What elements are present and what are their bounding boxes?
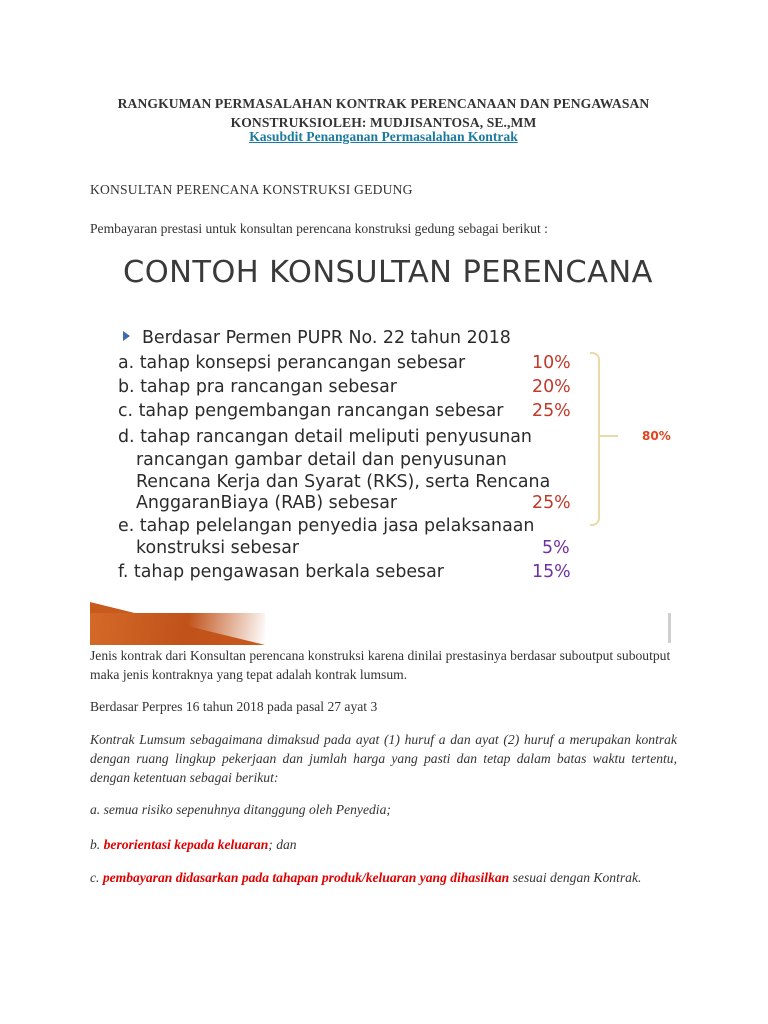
section-heading: KONSULTAN PERENCANA KONSTRUKSI GEDUNG: [90, 182, 413, 197]
intro-paragraph: Pembayaran prestasi untuk konsultan perencana konstruksi gedung sebagai berikut :: [90, 221, 548, 236]
slide-pct-d: 25%: [532, 493, 571, 513]
document-title: [90, 94, 677, 132]
slide-item-e-line-2: konstruksi sebesar: [136, 538, 300, 558]
slide-item-d-line-1: d. tahap rancangan detail meliputi penyusunan: [118, 427, 532, 447]
slide-item-d-line-2: rancangan gambar detail dan penyusunan: [136, 450, 507, 470]
paragraph-perpres: Berdasar Perpres 16 tahun 2018 pada pasal 27 ayat 3: [90, 699, 378, 714]
paragraph-kontrak-lumsum: Kontrak Lumsum sebagaimana dimaksud pada ayat (1) huruf a dan ayat (2) huruf a merupakan kontrak dengan ruang lingkup pekerjaan dan jumlah harga yang pasti dan tetap dalam batas waktu tertentu, dengan ketentuan sebagai berikut:: [90, 732, 677, 785]
slide-item-a: a. tahap konsepsi perancangan sebesar: [118, 353, 466, 373]
title-line-1: RANGKUMAN PERMASALAHAN KONTRAK PERENCANAAN DAN PENGAWASAN: [117, 96, 650, 111]
slide-image: [90, 243, 677, 645]
list-item-c-suffix: sesuai dengan Kontrak.: [509, 870, 642, 885]
slide-pct-c: 25%: [532, 401, 571, 421]
list-item-c-emphasis: pembayaran didasarkan pada tahapan produk/keluaran yang dihasilkan: [102, 870, 510, 885]
list-item-b-suffix: ; dan: [268, 837, 297, 852]
paragraph-jenis-kontrak: Jenis kontrak dari Konsultan perencana konstruksi karena dinilai prestasinya berdasar suboutput suboutput maka jenis kontraknya yang tepat adalah kontrak lumsum.: [90, 648, 671, 682]
subtitle-link[interactable]: Kasubdit Penanganan Permasalahan Kontrak: [249, 129, 518, 144]
title-line-2: KONSTRUKSIOLEH: MUDJISANTOSA, SE.,MM: [230, 115, 537, 130]
slide-pct-b: 20%: [532, 377, 571, 397]
list-item-b: [90, 835, 677, 854]
list-item-b-emphasis: berorientasi kepada keluaran: [103, 837, 269, 852]
triangle-bullet-icon: [123, 331, 130, 341]
list-item-a: a. semua risiko sepenuhnya ditanggung oleh Penyedia;: [90, 802, 391, 817]
list-item-b-prefix: b.: [90, 837, 101, 852]
slide-corner-gradient: [90, 613, 265, 645]
bracket-tick: [600, 435, 618, 437]
list-item-c: [90, 868, 677, 887]
slide-item-f: f. tahap pengawasan berkala sebesar: [118, 562, 444, 582]
slide-pct-f: 15%: [532, 562, 571, 582]
slide-item-c: c. tahap pengembangan rancangan sebesar: [118, 401, 504, 421]
bracket-brace: [590, 352, 600, 526]
list-item-c-prefix: c.: [90, 870, 100, 885]
slide-item-b: b. tahap pra rancangan sebesar: [118, 377, 397, 397]
slide-scroll-mark: [668, 613, 671, 643]
bracket-total: 80%: [642, 429, 671, 443]
slide-pct-a: 10%: [532, 353, 571, 373]
slide-bullet-heading: Berdasar Permen PUPR No. 22 tahun 2018: [142, 328, 511, 348]
slide-title: CONTOH KONSULTAN PERENCANA: [123, 255, 653, 290]
slide-item-d-line-3: Rencana Kerja dan Syarat (RKS), serta Rencana: [136, 472, 551, 492]
slide-item-e-line-1: e. tahap pelelangan penyedia jasa pelaksanaan: [118, 516, 535, 536]
slide-item-d-line-4: AnggaranBiaya (RAB) sebesar: [136, 493, 398, 513]
slide-pct-e: 5%: [542, 538, 570, 558]
